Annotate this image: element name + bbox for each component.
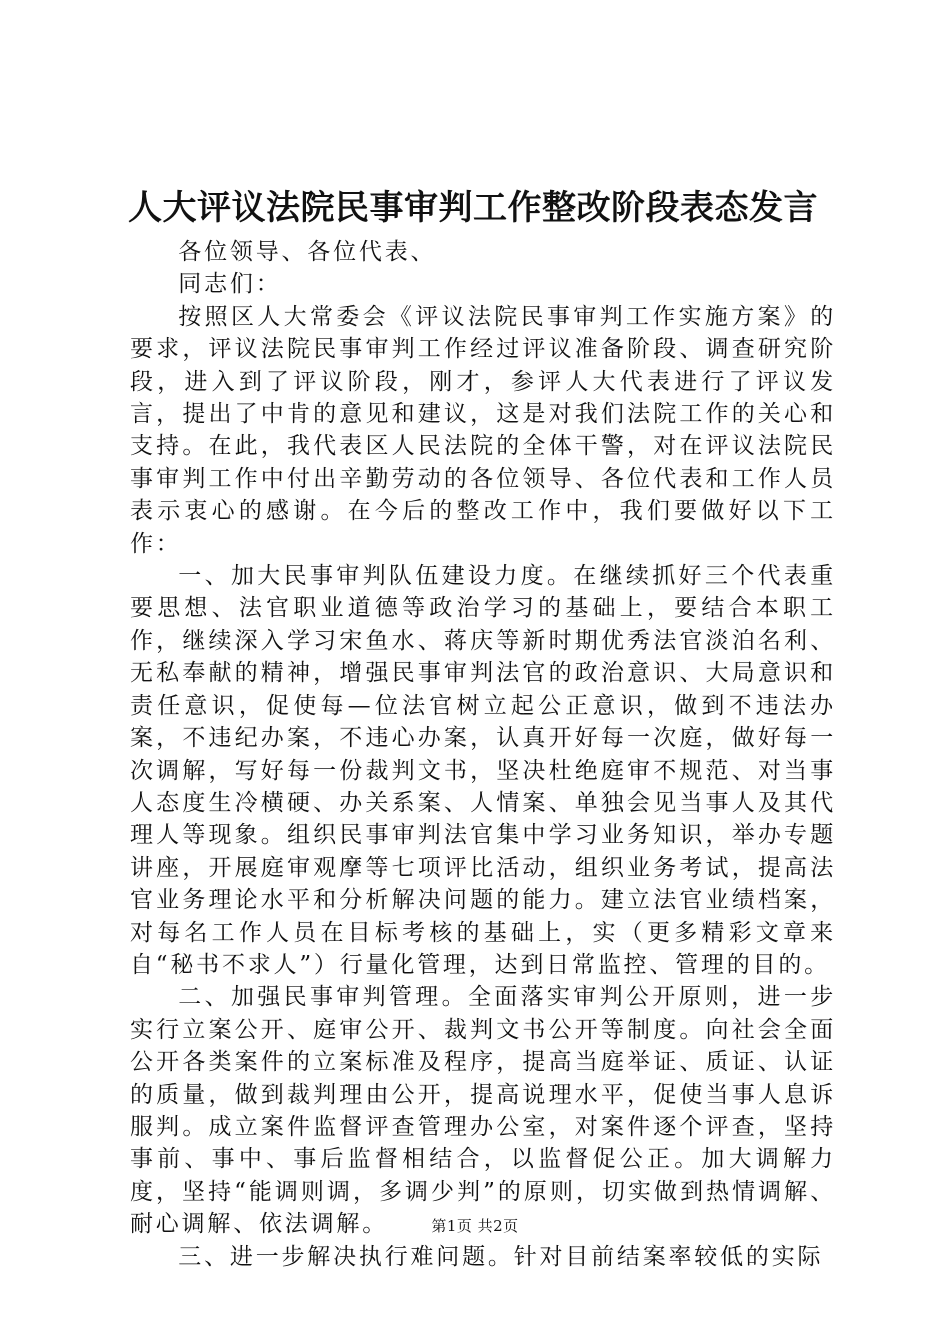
body-paragraph: 三、进一步解决执行难问题。针对目前结案率较低的实际 bbox=[178, 1243, 824, 1270]
page-number-footer: 第1页 共2页 bbox=[431, 1217, 519, 1235]
body-paragraph: 一、加大民事审判队伍建设力度。在继续抓好三个代表重要思想、法官职业道德等政治学习的基础上，要结合本职工作，继续深入学习宋鱼水、蒋庆等新时期优秀法官淡泊名利、无私奉献的精神，增强民事审判法官的政治意识、大局意识和责任意识，促使每—位法官树立起公正意识，做到不违法办案，不违纪办案，不违心办案，认真开好每一次庭，做好每一次调解，写好每一份裁判文书，坚决杜绝庭审不规范、对当事人态度生冷横硬、办关系案、人情案、单独会见当事人及其代理人等现象。组织民事审判法官集中学习业务知识，举办专题讲座，开展庭审观摩等七项评比活动，组织业务考试，提高法官业务理论水平和分析解决问题的能力。建立法官业绩档案，对每名工作人员在目标考核的基础上，实（更多精彩文章来自“秘书不求人”）行量化管理，达到日常监控、管理的目的。 bbox=[130, 563, 836, 978]
salutation-line: 各位领导、各位代表、 bbox=[178, 239, 437, 265]
salutation-line: 同志们： bbox=[178, 271, 282, 298]
body-paragraph: 二、加强民事审判管理。全面落实审判公开原则，进一步实行立案公开、庭审公开、裁判文书公开等制度。向社会全面公开各类案件的立案标准及程序，提高当庭举证、质证、认证的质量，做到裁判理由公开，提高说理水平，促使当事人息诉服判。成立案件监督评查管理办公室，对案件逐个评查，坚持事前、事中、事后监督相结合，以监督促公正。加大调解力度，坚持“能调则调，多调少判”的原则，切实做到热情调解、耐心调解、依法调解。 bbox=[130, 984, 836, 1238]
document-body bbox=[130, 236, 836, 1273]
body-paragraph: 按照区人大常委会《评议法院民事审判工作实施方案》的要求，评议法院民事审判工作经过评议准备阶段、调查研究阶段，进入到了评议阶段，刚才，参评人大代表进行了评议发言，提出了中肯的意见和建议，这是对我们法院工作的关心和支持。在此，我代表区人民法院的全体干警，对在评议法院民事审判工作中付出辛勤劳动的各位领导、各位代表和工作人员表示衷心的感谢。在今后的整改工作中，我们要做好以下工作： bbox=[130, 303, 836, 557]
document-title: 人大评议法院民事审判工作整改阶段表态发言 bbox=[128, 188, 818, 228]
